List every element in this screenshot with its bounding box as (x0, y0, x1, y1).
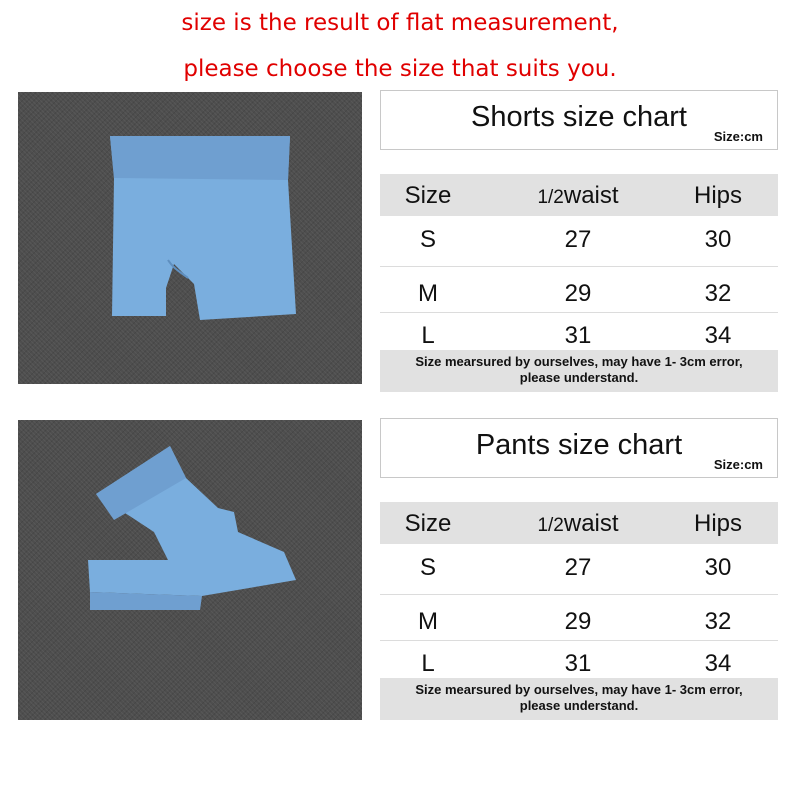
header-hips: Hips (693, 182, 742, 209)
pants-chart-title: Pants size chart (475, 429, 683, 461)
header-waist-label: waist (563, 182, 619, 209)
shorts-product-photo (18, 92, 362, 384)
row-divider (380, 640, 778, 641)
pants-illustration (18, 420, 362, 720)
pants-table-header (380, 502, 778, 544)
shorts-chart-title-box (380, 90, 778, 150)
shorts-measurement-note (380, 350, 778, 392)
row-size: L (421, 650, 435, 677)
header-waist (528, 510, 628, 538)
notice-line-1: size is the result of flat measurement, (181, 10, 619, 36)
row-waist: 31 (564, 650, 592, 677)
row-hips: 32 (704, 608, 732, 635)
header-half: 1/2 (537, 515, 564, 536)
header-size: Size (404, 510, 452, 537)
shorts-table-header (380, 174, 778, 216)
header-waist (528, 182, 628, 210)
header-size: Size (404, 182, 452, 209)
notice-line-2: please choose the size that suits you. (183, 56, 617, 82)
header-waist-label: waist (563, 510, 619, 537)
row-divider (380, 312, 778, 313)
shorts-illustration (18, 92, 362, 384)
row-waist: 29 (564, 280, 592, 307)
pants-chart-title-box (380, 418, 778, 478)
row-waist: 27 (564, 554, 592, 581)
row-waist: 27 (564, 226, 592, 253)
row-size: M (418, 280, 438, 307)
row-size: L (421, 322, 435, 349)
row-size: M (418, 608, 438, 635)
shorts-chart-unit: Size:cm (713, 129, 763, 144)
note-line-1: Size mearsured by ourselves, may have 1- 3cm error, (415, 682, 743, 697)
pants-measurement-note (380, 678, 778, 720)
note-line-2: please understand. (519, 370, 639, 385)
row-hips: 30 (704, 226, 732, 253)
note-line-1: Size mearsured by ourselves, may have 1- 3cm error, (415, 354, 743, 369)
pants-chart-unit: Size:cm (713, 457, 763, 472)
header-hips: Hips (693, 510, 742, 537)
header-half: 1/2 (537, 187, 564, 208)
row-size: S (419, 226, 436, 253)
shorts-chart-title: Shorts size chart (471, 101, 687, 133)
row-waist: 31 (564, 322, 592, 349)
row-hips: 32 (704, 280, 732, 307)
row-hips: 34 (704, 650, 732, 677)
row-divider (380, 266, 778, 267)
row-size: S (419, 554, 436, 581)
row-divider (380, 594, 778, 595)
pants-product-photo (18, 420, 362, 720)
row-waist: 29 (564, 608, 592, 635)
row-hips: 30 (704, 554, 732, 581)
note-line-2: please understand. (519, 698, 639, 713)
row-hips: 34 (704, 322, 732, 349)
